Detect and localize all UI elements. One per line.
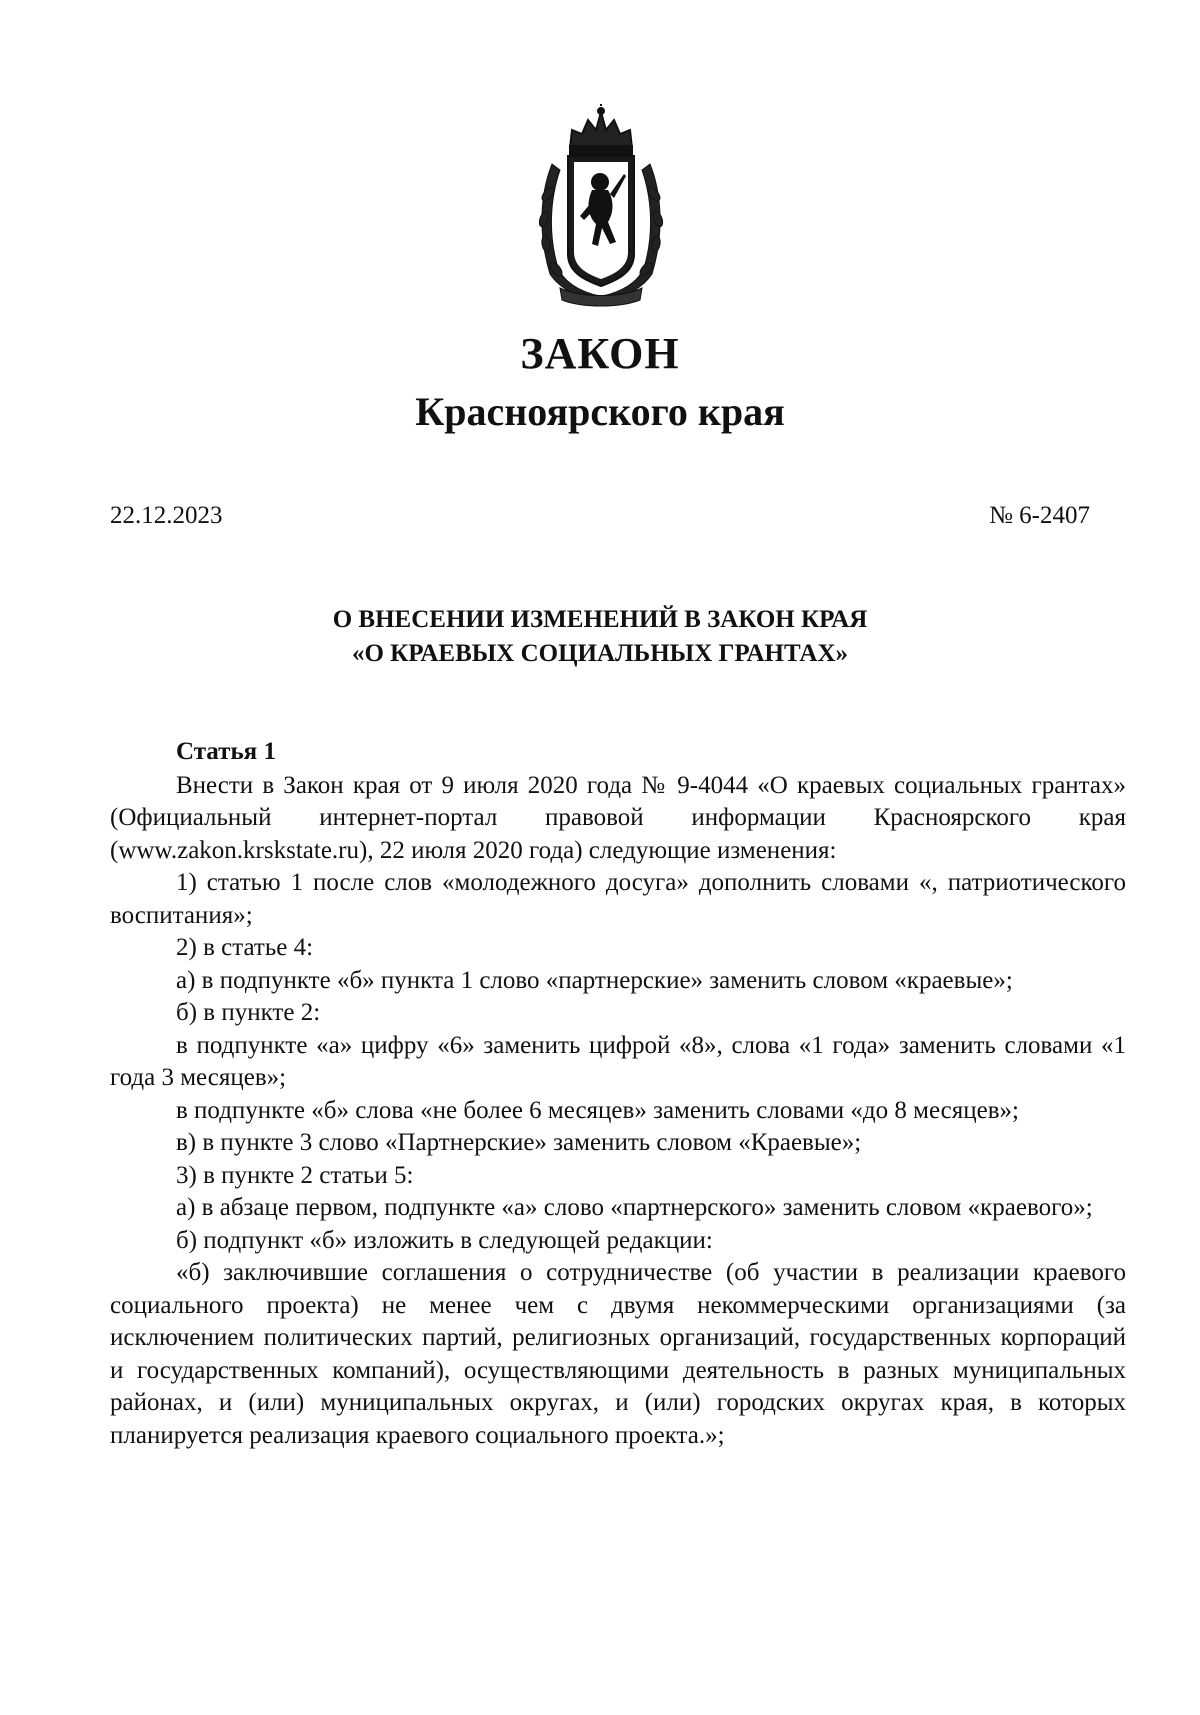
paragraph: в подпункте «б» слова «не более 6 месяцев» заменить словами «до 8 месяцев»; bbox=[176, 1096, 1019, 1124]
paragraph: Внести в Закон края от 9 июля 2020 года № 9-4044 «О краевых социальных грантах» (Официальный интернет-портал правовой информации Красноярского края (www.zakon.krskstate.ru), 22 июля 2020 года) следующие изменения: bbox=[110, 771, 1126, 864]
paragraph: в подпункте «а» цифру «6» заменить цифрой «8», слова «1 года» заменить словами «1 года 3 месяцев»; bbox=[110, 1031, 1126, 1091]
paragraph: б) подпункт «б» изложить в следующей редакции: bbox=[176, 1226, 713, 1254]
law-heading bbox=[0, 603, 1200, 671]
paragraph: 2) в статье 4: bbox=[176, 934, 314, 961]
paragraph: а) в абзаце первом, подпункте «а» слово «партнерского» заменить словом «краевого»; bbox=[176, 1194, 1093, 1221]
paragraph: 3) в пункте 2 статьи 5: bbox=[176, 1161, 414, 1189]
document-date: 22.12.2023 bbox=[110, 502, 223, 529]
document-number: № 6-2407 bbox=[989, 502, 1090, 529]
article-body bbox=[110, 736, 1126, 1452]
paragraph: в) в пункте 3 слово «Партнерские» заменить словом «Краевые»; bbox=[176, 1129, 862, 1156]
paragraph: «б) заключившие соглашения о сотрудничестве (об участии в реализации краевого социального проекта) не менее чем с двумя некоммерческими организациями (за исключением политических партий, религиозных организаций, государственных корпораций и государственных компаний), осуществляющими деятельность в разных муниципальных районах, и (или) муниципальных округах, и (или) городских округах края, в которых планируется реализация краевого социального проекта.»; bbox=[110, 1259, 1126, 1449]
paragraph: б) в пункте 2: bbox=[176, 999, 321, 1026]
coat-of-arms-emblem bbox=[530, 104, 672, 310]
paragraph: а) в подпункте «б» пункта 1 слово «партнерские» заменить словом «краевые»; bbox=[176, 966, 1013, 994]
document-subtitle: Красноярского края bbox=[415, 389, 785, 434]
article-title: Статья 1 bbox=[176, 738, 276, 765]
document-title: ЗАКОН bbox=[520, 329, 680, 378]
law-heading-line-2: «О КРАЕВЫХ СОЦИАЛЬНЫХ ГРАНТАХ» bbox=[351, 640, 849, 667]
law-heading-line-1: О ВНЕСЕНИИ ИЗМЕНЕНИЙ В ЗАКОН КРАЯ bbox=[332, 606, 868, 633]
paragraph: 1) статью 1 после слов «молодежного досуга» дополнить словами «, патриотического воспитания»; bbox=[110, 869, 1126, 929]
